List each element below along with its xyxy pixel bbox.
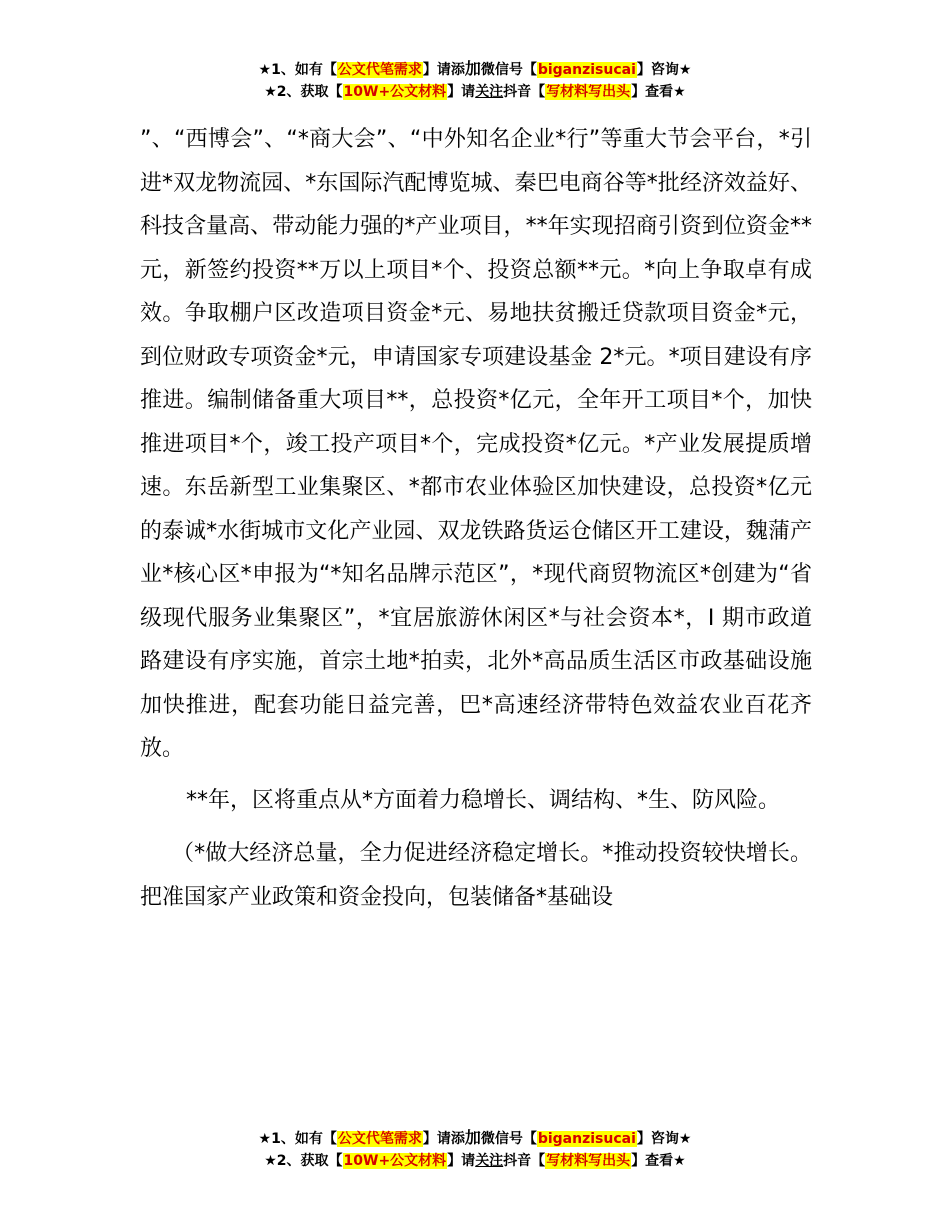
footer-highlight-douyin: 写材料写出头: [546, 1153, 631, 1169]
banner-line-1: [0, 58, 950, 81]
footer-line2-prefix: ★2、获取【: [264, 1153, 343, 1169]
banner-highlight-douyin: 写材料写出头: [546, 84, 631, 100]
footer-banner-line-1: [0, 1127, 950, 1150]
footer-line1-mid2: 微信号【: [480, 1131, 537, 1147]
footer-line2-mid1: 】请: [447, 1153, 476, 1169]
footer-highlight-materials: 10W+公文材料: [343, 1153, 447, 1169]
banner-line1-suffix: 】咨询★: [636, 62, 692, 78]
banner-line1-mid2: 微信号【: [480, 62, 537, 78]
footer-highlight-wechat-id: biganzisucai: [537, 1131, 636, 1147]
banner-line-2: [0, 81, 950, 103]
banner-line2-mid1: 】请: [447, 84, 476, 100]
banner-line2-underlined: 关注: [475, 84, 504, 100]
header-banner: [0, 58, 950, 103]
body-paragraph-1: ”、“西博会”、“*商大会”、“中外知名企业*行”等重大节会平台，*引进*双龙物流园、*东国际汽配博览城、秦巴电商谷等*批经济效益好、科技含量高、带动能力强的*产业项目，**年实现招商引资到位资金**元，新签约投资**万以上项目*个、投资总额**元。*向上争取卓有成效。争取棚户区改造项目资金*元、易地扶贫搬迁贷款项目资金*元，到位财政专项资金*元，申请国家专项建设基金 2*元。*项目建设有序推进。编制储备重大项目**，总投资*亿元，全年开工项目*个，加快推进项目*个，竣工投产项目*个，完成投资*亿元。*产业发展提质增速。东岳新型工业集聚区、*都市农业体验区加快建设，总投资*亿元的泰诚*水街城市文化产业园、双龙铁路货运仓储区开工建设，魏蒲产业*核心区*申报为“*知名品牌示范区”，*现代商贸物流区*创建为“省级现代服务业集聚区”，*宜居旅游休闲区*与社会资本*，I 期市政道路建设有序实施，首宗土地*拍卖，北外*高品质生活区市政基础设施加快推进，配套功能日益完善，巴*高速经济带特色效益农业百花齐放。: [140, 127, 812, 761]
banner-line2-prefix: ★2、获取【: [264, 84, 343, 100]
body-paragraph-3: （*做大经济总量，全力促进经济稳定增长。*推动投资较快增长。把准国家产业政策和资金投向，包装储备*基础设: [140, 841, 812, 910]
banner-line1-mid1: 】请添: [422, 62, 465, 78]
banner-line1-bold-word: 加: [464, 59, 481, 78]
banner-highlight-service: 公文代笔需求: [337, 62, 422, 78]
footer-line2-mid2: 抖音【: [503, 1153, 546, 1169]
banner-line2-mid2: 抖音【: [503, 84, 546, 100]
footer-banner: [0, 1127, 950, 1172]
body-paragraph-2: **年，区将重点从*方面着力稳增长、调结构、*生、防风险。: [186, 787, 781, 813]
footer-line2-underlined: 关注: [475, 1153, 504, 1169]
footer-highlight-service: 公文代笔需求: [337, 1131, 422, 1147]
footer-line2-suffix: 】查看★: [631, 1153, 686, 1169]
document-body: [140, 118, 812, 919]
footer-banner-line-2: [0, 1150, 950, 1172]
banner-line1-prefix: ★1、如有【: [258, 62, 337, 78]
banner-highlight-materials: 10W+公文材料: [343, 84, 447, 100]
footer-line1-prefix: ★1、如有【: [258, 1131, 337, 1147]
banner-highlight-wechat-id: biganzisucai: [537, 62, 636, 78]
footer-line1-suffix: 】咨询★: [636, 1131, 692, 1147]
footer-line1-mid1: 】请添: [422, 1131, 465, 1147]
footer-line1-bold-word: 加: [464, 1128, 481, 1147]
banner-line2-suffix: 】查看★: [631, 84, 686, 100]
